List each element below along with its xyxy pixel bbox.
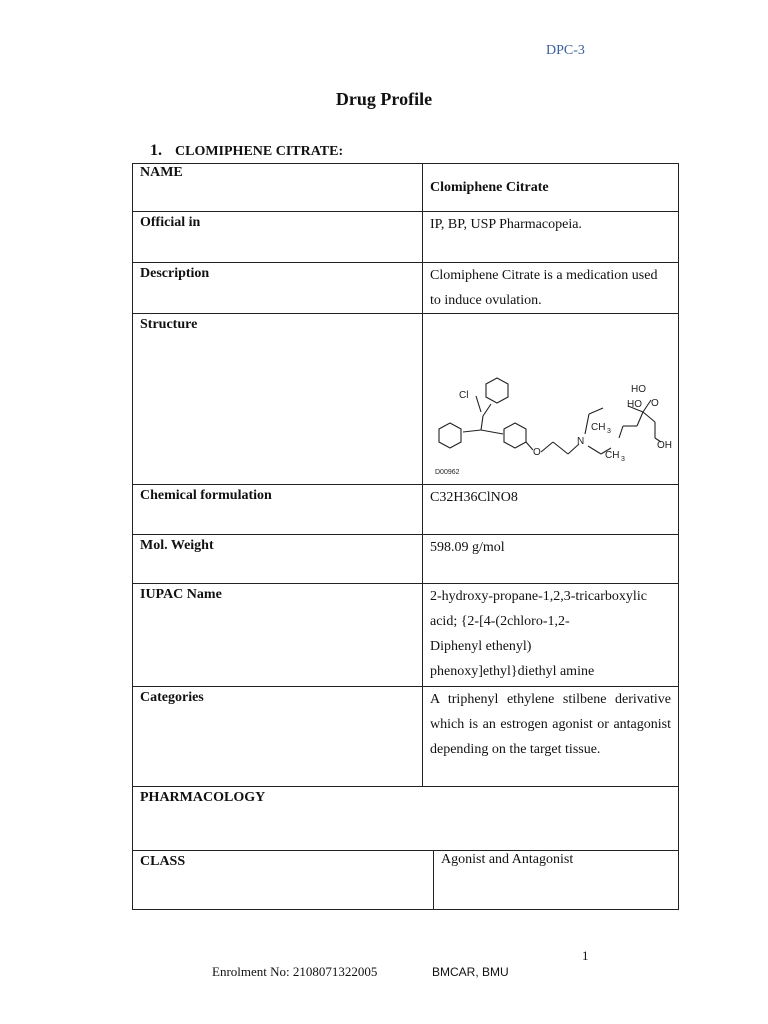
methyl-label-1: CH — [591, 422, 606, 433]
page-title: Drug Profile — [335, 89, 433, 109]
iupac-line-1: 2-hydroxy-propane-1,2,3-tricarboxylic — [430, 589, 647, 604]
structure-code: D00962 — [435, 469, 460, 476]
iupac-label: IUPAC Name — [133, 584, 423, 687]
description-value: Clomiphene Citrate is a medication used to induce ovulation. — [423, 263, 679, 314]
chlorine-label: Cl — [459, 390, 469, 401]
row-description — [133, 263, 679, 314]
hydroxyl-label-2: HO — [627, 399, 642, 410]
official-label: Official in — [133, 212, 423, 263]
clomiphene-structure-image — [423, 364, 679, 484]
row-categories — [133, 687, 679, 787]
section-title: CLOMIPHENE CITRATE: — [175, 144, 344, 159]
hydroxyl-label-4: OH — [657, 440, 672, 451]
iupac-line-4: phenoxy]ethyl}diethyl amine — [430, 664, 595, 679]
iupac-line-2: acid; {2-[4-(2chloro-1,2- — [430, 614, 570, 629]
row-iupac — [133, 584, 679, 687]
official-value: IP, BP, USP Pharmacopeia. — [423, 212, 679, 263]
enrolment-number: Enrolment No: 2108071322005 — [212, 964, 378, 979]
iupac-line-3: Diphenyl ethenyl) — [430, 639, 532, 654]
row-mol-weight — [133, 535, 679, 584]
mol-weight-value: 598.09 g/mol — [423, 535, 679, 584]
methyl-label-2: CH — [605, 450, 620, 461]
institute-name: BMCAR, BMU — [432, 965, 509, 979]
row-structure — [133, 314, 679, 485]
formulation-value: C32H36ClNO8 — [423, 485, 679, 535]
class-value: Agonist and Antagonist — [441, 852, 574, 867]
document-code: DPC-3 — [546, 43, 585, 58]
methyl-sub-1: 3 — [607, 428, 611, 435]
methyl-sub-2: 3 — [621, 456, 625, 463]
class-label: CLASS — [133, 851, 434, 909]
page-number: 1 — [582, 948, 589, 963]
structure-cell — [423, 314, 679, 485]
categories-label: Categories — [133, 687, 423, 787]
mol-weight-label: Mol. Weight — [133, 535, 423, 584]
row-pharmacology — [133, 787, 679, 851]
row-name — [133, 164, 679, 212]
row-class — [133, 851, 679, 910]
row-formulation — [133, 485, 679, 535]
iupac-value — [423, 584, 679, 687]
pharmacology-heading: PHARMACOLOGY — [133, 787, 679, 851]
class-table — [133, 851, 678, 909]
row-official — [133, 212, 679, 263]
oxygen-label-2: O — [651, 398, 659, 409]
drug-profile-table — [132, 163, 679, 910]
name-label: NAME — [133, 164, 423, 212]
description-label: Description — [133, 263, 423, 314]
section-number: 1. — [150, 142, 162, 159]
structure-label: Structure — [133, 314, 423, 485]
oxygen-label: O — [533, 447, 541, 458]
name-value: Clomiphene Citrate — [423, 164, 679, 212]
hydroxyl-label-1: HO — [631, 384, 646, 395]
formulation-label: Chemical formulation — [133, 485, 423, 535]
categories-value: A triphenyl ethylene stilbene derivative which is an estrogen agonist or antagonist depending on the target tissue. — [423, 687, 679, 787]
nitrogen-label: N — [577, 436, 585, 447]
